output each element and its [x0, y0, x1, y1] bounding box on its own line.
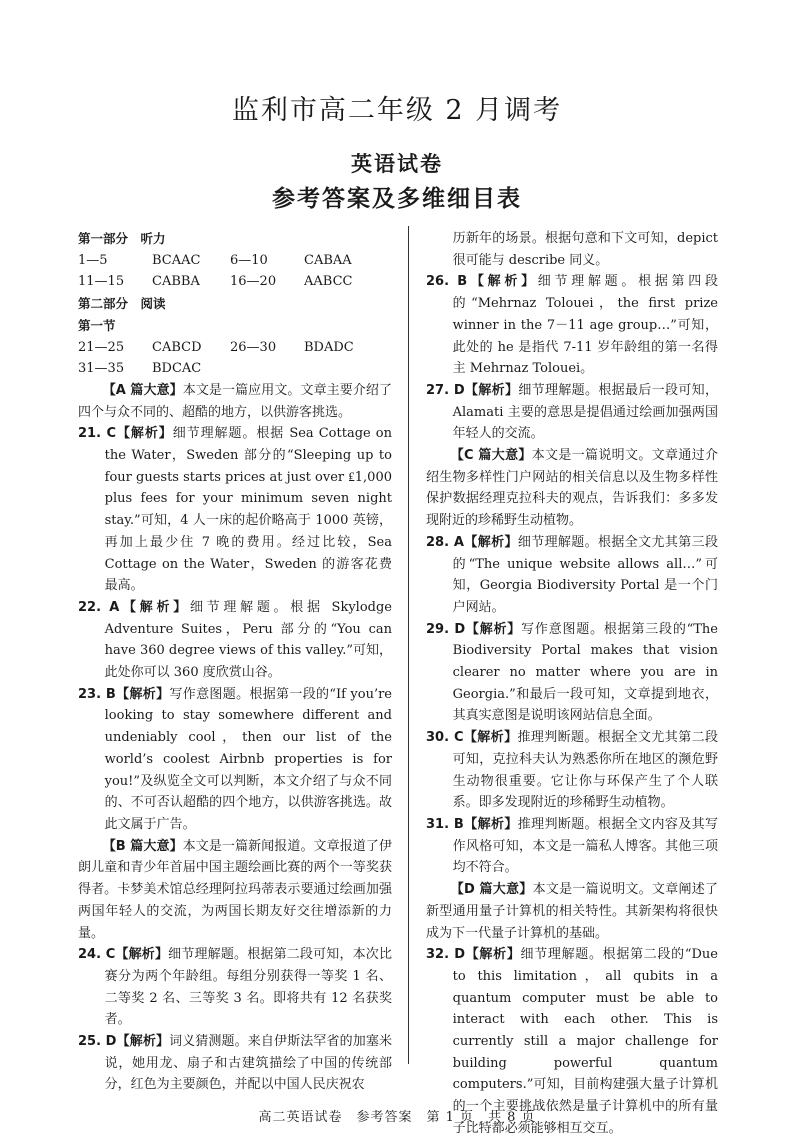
part1-heading: 第一部分 听力	[78, 231, 166, 246]
part2-heading: 第二部分 阅读	[78, 296, 166, 312]
range: 6—10	[230, 252, 268, 268]
range: 26—30	[230, 339, 277, 355]
answer-27: 27. D【解析】细节理解题。根据最后一段可知，Alamati 主要的意思是提倡通过绘画加强两国年轻人的交流。	[426, 382, 718, 442]
answers: CABBA	[152, 274, 200, 290]
range: 11—15	[78, 274, 125, 290]
answer-24: 24. C【解析】细节理解题。根据第二段可知，本次比赛分为两个年龄组。每组分别获得一等奖 1 名、二等奖 2 名、三等奖 3 名。即将共有 12 名获奖者。	[78, 947, 392, 1028]
answers: CABCD	[152, 339, 202, 355]
page-title: 监利市高二年级 2 月调考	[231, 95, 563, 126]
range: 21—25	[78, 339, 125, 355]
answer-25-continued: 历新年的场景。根据句意和下文可知，depict 很可能与 describe 同义。	[452, 231, 718, 268]
answers: CABAA	[304, 252, 352, 268]
answer-32: 32. D【解析】细节理解题。根据第二段的“Due to this limitation，all qubits in a quantum computer must be able to interact with each other. This is currently still a major challenge for building powerful quantum computers.”可知，目前构建强大量子计算机的一个主要挑战依然是量子计算机中的所有量子比特都必须能够相互交互。	[426, 947, 718, 1136]
range: 1—5	[78, 252, 108, 268]
answer-row	[78, 271, 392, 293]
right-column	[426, 228, 718, 1140]
answers: BDCAC	[152, 361, 202, 377]
answer-row	[78, 337, 392, 359]
answer-29: 29. D【解析】写作意图题。根据第三段的“The Biodiversity Portal makes that vision clearer no matter where you are in Georgia.”和最后一段可知，文章提到地衣，其真实意图是说明该网站信息全面。	[426, 621, 718, 724]
answers: BDADC	[304, 339, 354, 355]
passage-b-summary: 【B 篇大意】本文是一篇新闻报道。文章报道了伊朗儿童和青少年首届中国主题绘画比赛的两个一等奖获得者。卡梦美术馆总经理阿拉玛蒂表示要通过绘画加强两国年轻人的交流，为两国长期友好交往增添新的力量。	[78, 838, 392, 941]
passage-c-summary: 【C 篇大意】本文是一篇说明文。文章通过介绍生物多样性门户网站的相关信息以及生物多样性保护数据经理克拉科夫的观点，告诉我们：多多发现附近的珍稀野生动植物。	[426, 448, 718, 529]
answers: AABCC	[304, 274, 353, 290]
answer-31: 31. B【解析】推理判断题。根据全文内容及其写作风格可知，本文是一篇私人博客。其他三项均不符合。	[426, 816, 718, 876]
section-heading: 第一节	[78, 317, 116, 333]
subject-title: 英语试卷	[351, 151, 443, 176]
answer-key-title: 参考答案及多维细目表	[272, 185, 522, 212]
answer-21: 21. C【解析】细节理解题。根据 Sea Cottage on the Water，Sweden 部分的“Sleeping up to four guests starts prices at just over ₤1,000 plus fees for your minimum seven night stay.”可知，4 人一床的起价略高于 1000 英镑，再加上最少住 7 晚的费用。经过比较，Sea Cottage on the Water，Sweden 的游客花费最高。	[78, 426, 392, 594]
left-column	[78, 228, 392, 1096]
passage-a-summary: 【A 篇大意】本文是一篇应用文。文章主要介绍了四个与众不同的、超酷的地方，以供游客挑选。	[78, 382, 392, 420]
range: 31—35	[78, 361, 125, 377]
answer-22: 22. A【解析】细节理解题。根据 Skylodge Adventure Suites，Peru 部分的“You can have 360 degree views of this valley.”可知，此处你可以 360 度欣赏山谷。	[78, 599, 392, 681]
answers: BCAAC	[152, 252, 201, 268]
answer-23: 23. B【解析】写作意图题。根据第一段的“If you’re looking to stay somewhere different and undeniably cool，then our list of the world’s coolest Airbnb properties is for you!”及纵览全文可以判断，本文介绍了与众不同的、不可否认超酷的四个地方，以供游客挑选。故此文属于广告。	[78, 686, 393, 832]
answer-row	[78, 358, 392, 380]
answer-row	[78, 250, 392, 272]
answer-25: 25. D【解析】词义猜测题。来自伊斯法罕省的加塞米说，她用龙、扇子和古建筑描绘了中国的传统部分，红色为主要颜色，并配以中国人民庆祝农	[78, 1034, 392, 1093]
passage-d-summary: 【D 篇大意】本文是一篇说明文。文章阐述了新型通用量子计算机的相关特性。其新架构将很快成为下一代量子计算机的基础。	[426, 882, 718, 941]
page-footer: 高二英语试卷 参考答案 第 1 页 共 8 页	[258, 1110, 536, 1125]
range: 16—20	[230, 274, 277, 290]
answer-28: 28. A【解析】细节理解题。根据全文尤其第三段的“The unique website allows all…”可知，Georgia Biodiversity Portal 是一个门户网站。	[426, 534, 718, 615]
column-divider	[408, 226, 409, 1064]
answer-26: 26. B【解析】细节理解题。根据第四段的“Mehrnaz Tolouei，the first prize winner in the 7－11 age group…”可知，此处的 he 是指代 7-11 岁年龄组的第一名得主 Mehrnaz Tolouei。	[426, 274, 718, 377]
answer-30: 30. C【解析】推理判断题。根据全文尤其第二段可知，克拉科夫认为熟悉你所在地区的濒危野生动物很重要。它让你与环保产生了个人联系。即多发现附近的珍稀野生动植物。	[426, 730, 718, 811]
